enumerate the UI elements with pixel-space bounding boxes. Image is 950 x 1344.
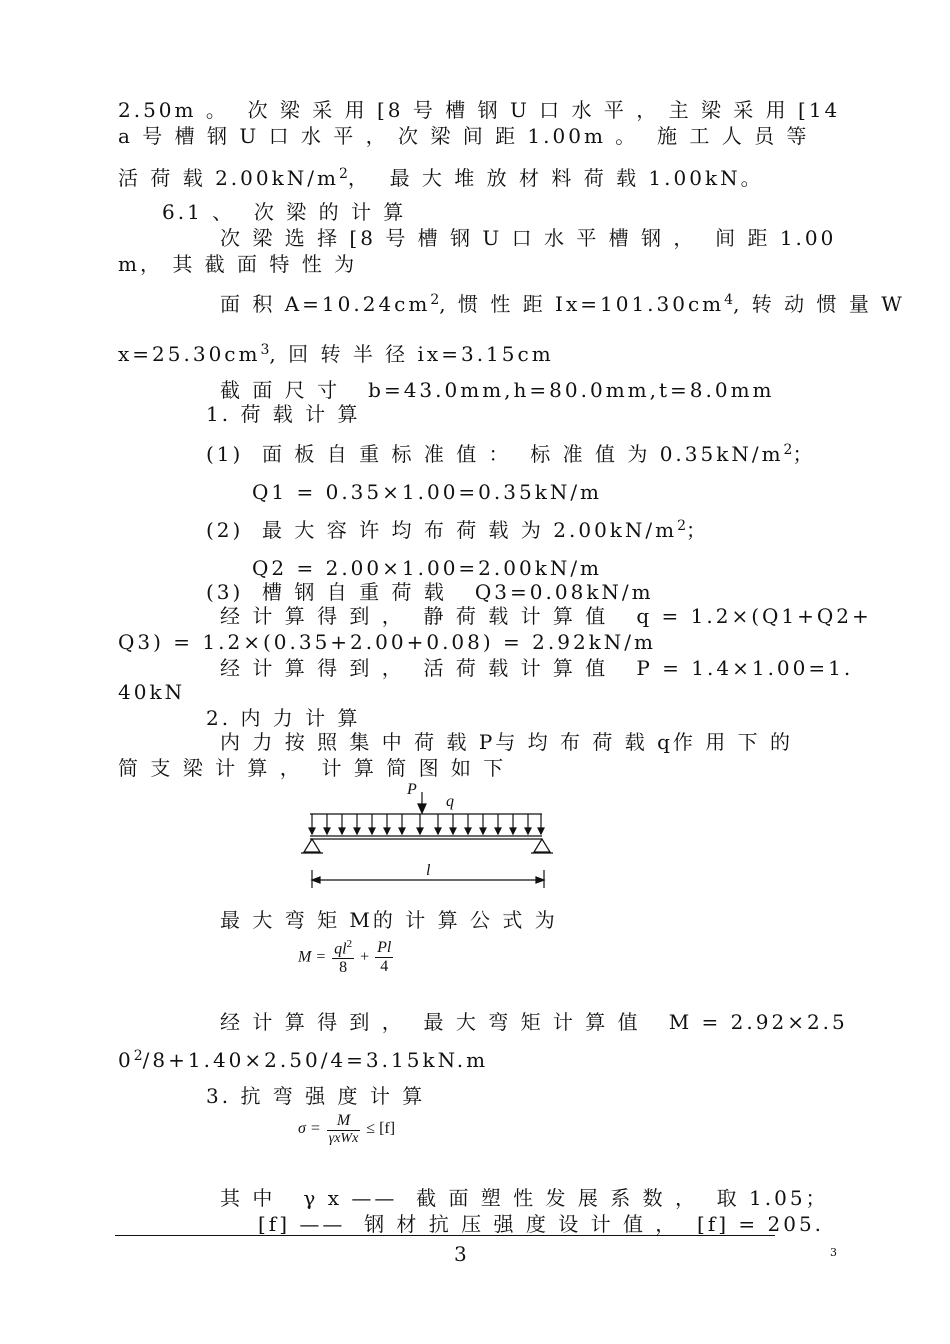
text-line-24: 经 计 算 得 到 ， 最 大 弯 矩 计 算 值 M = 2.92×2.5 (220, 1010, 848, 1034)
text-line-13: (2) 最 大 容 许 均 布 荷 载 为 $2.00kN/m^2$； (206, 518, 710, 542)
page-number-small: 3 (830, 1246, 837, 1259)
stress-formula: σ = $\frac{M}{\text{γxWx}}$ ≤ [f] (298, 1112, 396, 1146)
text-line-17: Q3) = 1.2×(0.35+2.00+0.08) = 2.92kN/m (118, 630, 657, 654)
text-line-21: 内 力 按 照 集 中 荷 载 P与 均 布 荷 载 q作 用 下 的 (220, 730, 793, 754)
text-line-2: a 号 槽 钢 U 口 水 平 ， 次 梁 间 距 1.00m 。 施 工 人 员 等 (118, 124, 810, 148)
text-line-28: [f] —— 钢 材 抗 压 强 度 设 计 值 ， [f] = 205. (258, 1212, 825, 1236)
text-line-7: 面 积 $A=10.24cm^2$, 惯 性 距 $Ix=101.30cm^4$, 转 动 惯 量 W (220, 292, 905, 316)
text-line-19: 40kN (118, 680, 186, 704)
text-line-27: 其 中 γ x —— 截 面 塑 性 发 展 系 数 ， 取 1.05； (220, 1186, 829, 1210)
text-line-11: (1) 面 板 自 重 标 准 值 ： 标 准 值 为 $0.35kN/m^2$； (206, 442, 816, 466)
text-line-14: Q2 = 2.00×1.00=2.00kN/m (252, 556, 603, 580)
text-line-22: 简 支 梁 计 算 ， 计 算 简 图 如 下 (118, 756, 507, 780)
text-line-12: Q1 = 0.35×1.00=0.35kN/m (252, 480, 603, 504)
subheading-bending-strength: 3. 抗 弯 强 度 计 算 (206, 1084, 426, 1108)
text-line-16: 经 计 算 得 到 ， 静 荷 载 计 算 值 q = 1.2×(Q1+Q2+ (220, 604, 872, 628)
text-line-1: 2.50m 。 次 梁 采 用 [8 号 槽 钢 U 口 水 平 ， 主 梁 采 用 [14 (118, 98, 841, 122)
span-length-label: l (426, 862, 431, 879)
distributed-load-label: q (446, 793, 454, 810)
footer-divider (115, 1235, 775, 1236)
text-line-9: 截 面 尺 寸 b=43.0mm,h=80.0mm,t=8.0mm (220, 378, 775, 402)
text-line-23: 最 大 弯 矩 M的 计 算 公 式 为 (220, 908, 558, 932)
text-line-6: m， 其 截 面 特 性 为 (118, 252, 358, 276)
subheading-internal-force: 2. 内 力 计 算 (206, 706, 361, 730)
text-line-25: $0^2/8+1.40\times 2.50/4=3.15kN.m$ (118, 1048, 489, 1072)
subheading-load-calc: 1. 荷 载 计 算 (206, 402, 361, 426)
text-line-5: 次 梁 选 择 [8 号 槽 钢 U 口 水 平 槽 钢 ， 间 距 1.00 (220, 226, 837, 250)
text-line-8: $x=25.30cm^3$, 回 转 半 径 ix=3.15cm (118, 342, 554, 366)
text-line-3: 活 荷 载 $2.00kN/m^2$， 最 大 堆 放 材 料 荷 载 1.00kN。 (118, 166, 764, 190)
moment-formula: M = $\frac{ql^2}{8}$ + $\frac{Pl}{4}$ (298, 938, 392, 977)
beam-diagram (296, 780, 558, 894)
text-line-18: 经 计 算 得 到 ， 活 荷 载 计 算 值 P = 1.4×1.00=1. (220, 656, 854, 680)
text-line-15: (3) 槽 钢 自 重 荷 载 Q3=0.08kN/m (206, 580, 654, 604)
point-load-label: P (407, 781, 417, 798)
section-heading-6-1: 6.1 、 次 梁 的 计 算 (162, 200, 407, 224)
page-number: 3 (454, 1242, 467, 1266)
